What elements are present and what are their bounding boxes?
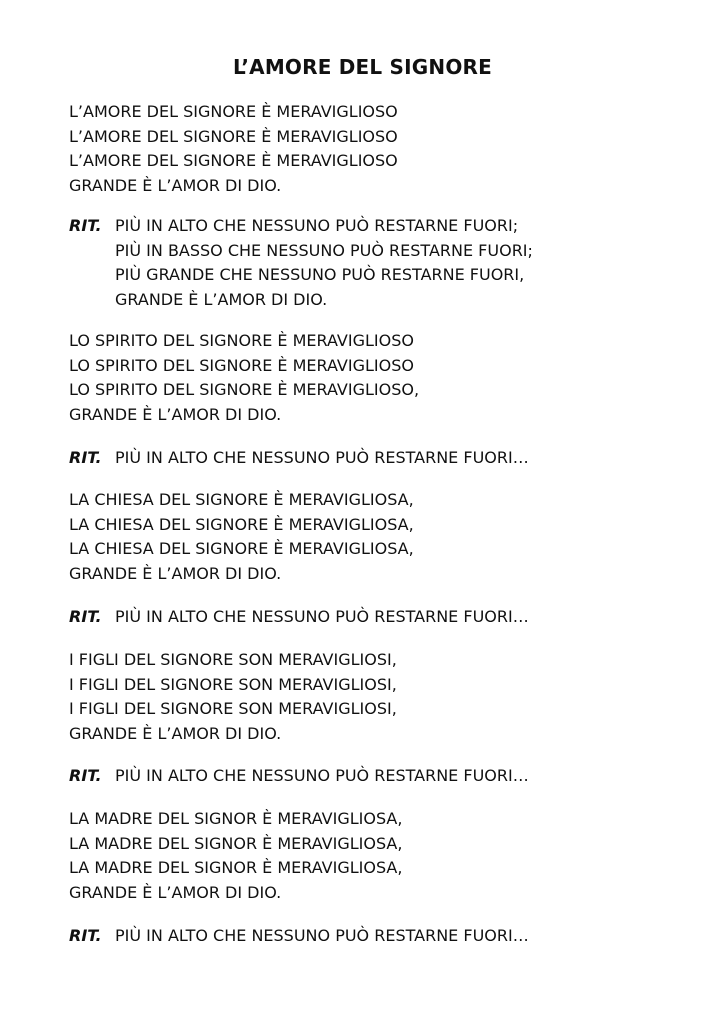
refrain-line: PIÙ GRANDE CHE NESSUNO PUÒ RESTARNE FUORI, [115,265,525,284]
refrain-line [69,605,529,630]
verse-4 [69,648,397,746]
refrain-line [69,764,529,789]
verse-line: GRANDE È L’AMOR DI DIO. [69,723,282,743]
verse-line: LO SPIRITO DEL SIGNORE È MERAVIGLIOSO [69,355,414,375]
verse-line: I FIGLI DEL SIGNORE SON MERAVIGLIOSI, [69,699,397,718]
verse-line: LA CHIESA DEL SIGNORE È MERAVIGLIOSA, [69,514,414,534]
refrain-label: RIT. [69,216,102,235]
verse-line: LO SPIRITO DEL SIGNORE È MERAVIGLIOSO, [69,380,420,399]
verse-line: GRANDE È L’AMOR DI DIO. [69,175,282,195]
refrain-line [69,214,533,239]
refrain-text: PIÙ IN ALTO CHE NESSUNO PUÒ RESTARNE FUORI… [115,926,529,945]
verse-line: GRANDE È L’AMOR DI DIO. [69,404,282,424]
verse-line: LA MADRE DEL SIGNOR È MERAVIGLIOSA, [69,833,403,853]
verse-line: LA CHIESA DEL SIGNORE È MERAVIGLIOSA, [69,539,414,558]
refrain-label: RIT. [69,607,102,626]
verse-line: LA MADRE DEL SIGNOR È MERAVIGLIOSA, [69,858,403,877]
refrain-line: PIÙ IN BASSO CHE NESSUNO PUÒ RESTARNE FUORI; [115,240,533,260]
refrain-text: PIÙ IN ALTO CHE NESSUNO PUÒ RESTARNE FUORI… [115,607,529,626]
refrain-line: GRANDE È L’AMOR DI DIO. [115,289,328,309]
refrain-text: PIÙ IN ALTO CHE NESSUNO PUÒ RESTARNE FUORI; [115,216,519,235]
verse-line: LO SPIRITO DEL SIGNORE È MERAVIGLIOSO [69,331,414,350]
refrain-short [69,605,529,630]
refrain-label: RIT. [69,926,102,945]
verse-line: LA CHIESA DEL SIGNORE È MERAVIGLIOSA, [69,490,414,509]
song-title: L’AMORE DEL SIGNORE [233,55,492,79]
verse-5 [69,807,402,905]
verse-3 [69,488,414,586]
verse-line: GRANDE È L’AMOR DI DIO. [69,882,282,902]
verse-line: I FIGLI DEL SIGNORE SON MERAVIGLIOSI, [69,650,397,669]
verse-line: GRANDE È L’AMOR DI DIO. [69,563,282,583]
refrain-text: PIÙ IN ALTO CHE NESSUNO PUÒ RESTARNE FUORI… [115,448,529,467]
verse-line: I FIGLI DEL SIGNORE SON MERAVIGLIOSI, [69,674,397,694]
refrain-line [69,446,529,471]
refrain-short [69,764,529,789]
refrain-line [69,924,529,949]
refrain-short [69,924,529,949]
verse-line: L’AMORE DEL SIGNORE È MERAVIGLIOSO [69,151,398,170]
verse-line: L’AMORE DEL SIGNORE È MERAVIGLIOSO [69,102,398,121]
refrain-label: RIT. [69,766,102,785]
refrain-label: RIT. [69,448,102,467]
verse-1 [69,100,398,198]
refrain-short [69,446,529,471]
verse-line: L’AMORE DEL SIGNORE È MERAVIGLIOSO [69,126,398,146]
verse-line: LA MADRE DEL SIGNOR È MERAVIGLIOSA, [69,809,403,828]
verse-2 [69,329,419,427]
refrain-text: PIÙ IN ALTO CHE NESSUNO PUÒ RESTARNE FUORI… [115,766,529,785]
refrain-full [69,214,533,312]
